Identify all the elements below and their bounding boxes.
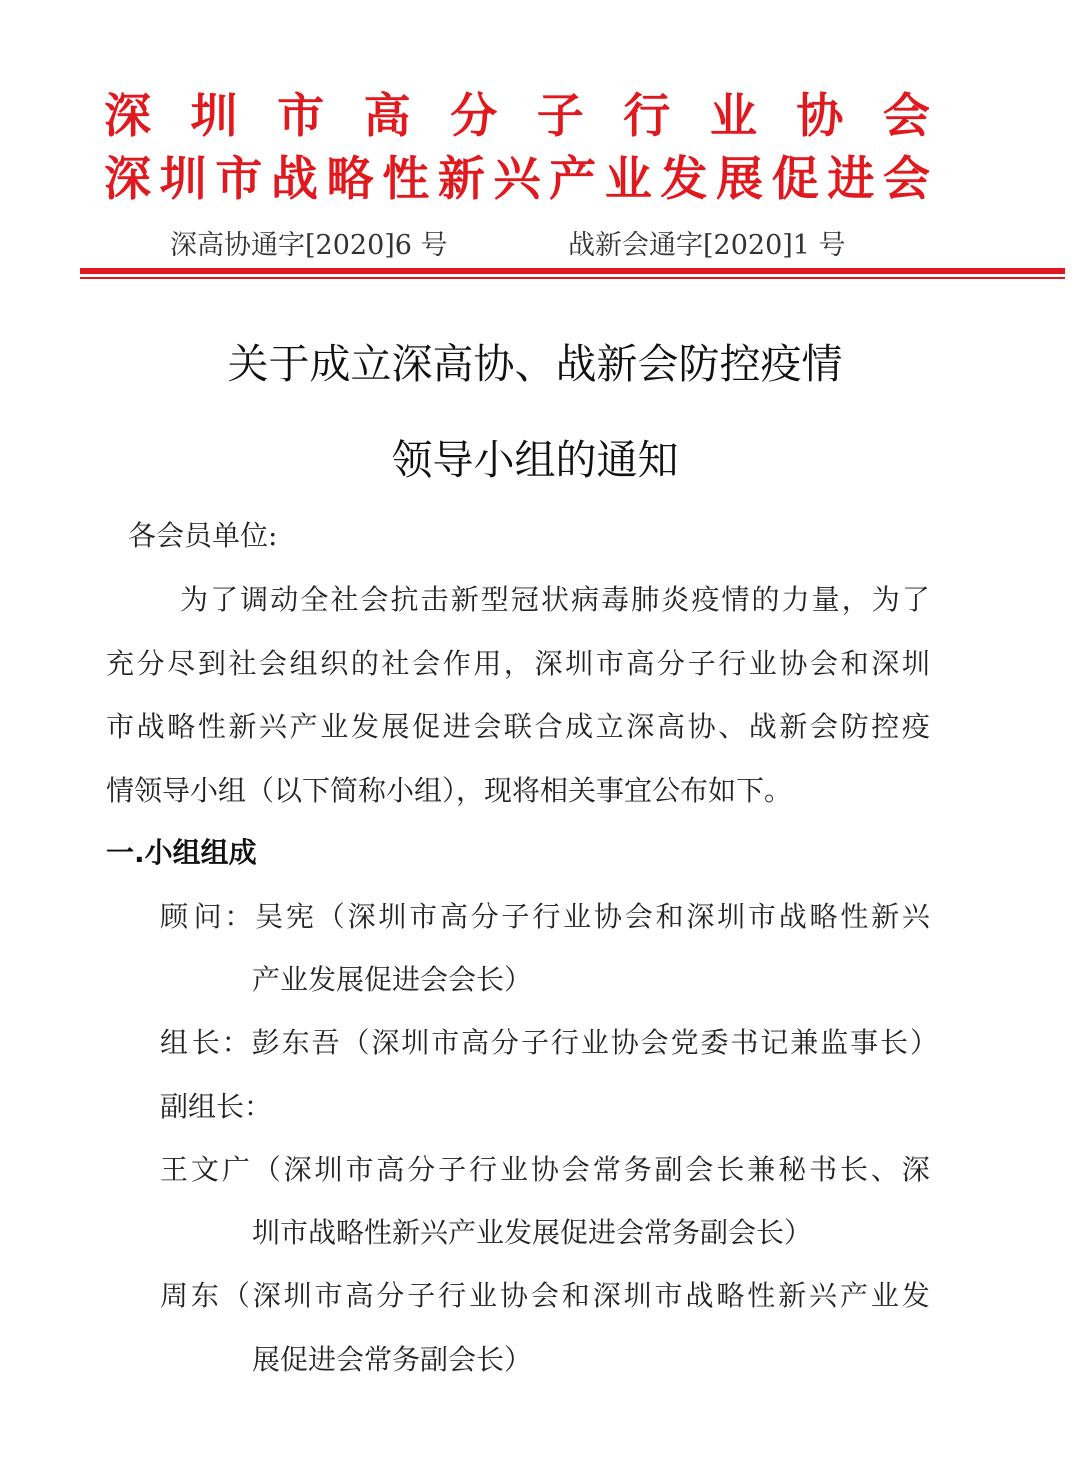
org-name-char: 促: [771, 152, 819, 207]
org-name-char: 战: [270, 152, 318, 207]
deputy-line: 王 文 广 （ 深 圳 市 高 分 子 行 业 协 会 常 务 副 会 长 兼 秘 书 长 、 深: [160, 1153, 930, 1186]
deputy-line: 周 东 （ 深 圳 市 高 分 子 行 业 协 会 和 深 圳 市 战 略 性 新 兴 产 业 发: [160, 1279, 930, 1312]
org-name-char: 高: [363, 89, 411, 144]
org-name-char: 业: [709, 89, 757, 144]
org-name-char: 协: [796, 89, 844, 144]
org-name-char: 圳: [159, 152, 207, 207]
document-numbers: [0, 223, 1080, 263]
org-name-char: 发: [660, 152, 708, 207]
org-name-polymer-association: [104, 89, 930, 144]
notice-title-line1: 关于成立深高协、战新会防控疫情: [227, 340, 843, 388]
org-name-char: 行: [623, 89, 671, 144]
doc-number-strategic: 战新会通字[2020]1 号: [568, 230, 846, 261]
deputy-line-continued: 展促进会常务副会长）: [252, 1343, 533, 1376]
paragraph-line: 情领导小组（以下简称小组），现将相关事宜公布如下。: [106, 774, 793, 807]
header-rule-thin: [80, 277, 1065, 279]
org-name-char: 圳: [190, 89, 238, 144]
org-name-strategic-industry-association: [104, 152, 930, 207]
deputy-label: 副组长：: [160, 1090, 273, 1123]
org-name-char: 分: [450, 89, 498, 144]
org-name-char: 产: [549, 152, 597, 207]
leader-line: 组 长 ： 彭 东 吾 （ 深 圳 市 高 分 子 行 业 协 会 党 委 书 记 兼 监 事 长 ）: [160, 1026, 938, 1059]
org-name-char: 市: [215, 152, 263, 207]
notice-title-line2: 领导小组的通知: [391, 436, 679, 484]
org-name-char: 展: [716, 152, 764, 207]
org-name-char: 会: [882, 152, 930, 207]
org-name-char: 会: [882, 89, 930, 144]
org-name-char: 子: [536, 89, 584, 144]
section-heading-group-composition: 一.小组组成: [106, 836, 257, 869]
advisor-line-continued: 产业发展促进会会长）: [252, 963, 533, 996]
org-name-char: 市: [277, 89, 325, 144]
org-name-char: 略: [326, 152, 374, 207]
org-name-char: 兴: [493, 152, 541, 207]
paragraph-line: 为 了 调 动 全 社 会 抗 击 新 型 冠 状 病 毒 肺 炎 疫 情 的 力 量 ， 为 了: [180, 583, 930, 616]
deputy-line-continued: 圳市战略性新兴产业发展促进会常务副会长）: [252, 1216, 813, 1249]
paragraph-line: 充 分 尽 到 社 会 组 织 的 社 会 作 用 ， 深 圳 市 高 分 子 行 业 协 会 和 深 圳: [106, 647, 930, 680]
org-name-char: 进: [827, 152, 875, 207]
doc-number-polymer: 深高协通字[2020]6 号: [170, 230, 448, 261]
org-name-char: 深: [104, 152, 151, 207]
org-name-char: 性: [382, 152, 430, 207]
org-name-char: 业: [604, 152, 652, 207]
header-rule-thick: [80, 268, 1065, 274]
salutation: 各会员单位:: [128, 519, 278, 552]
paragraph-line: 市 战 略 性 新 兴 产 业 发 展 促 进 会 联 合 成 立 深 高 协 、 战 新 会 防 控 疫: [106, 710, 930, 743]
org-name-char: 深: [104, 89, 151, 144]
org-name-char: 新: [437, 152, 485, 207]
advisor-line: 顾 问 ： 吴 宪 （ 深 圳 市 高 分 子 行 业 协 会 和 深 圳 市 战 略 性 新 兴: [160, 900, 930, 933]
